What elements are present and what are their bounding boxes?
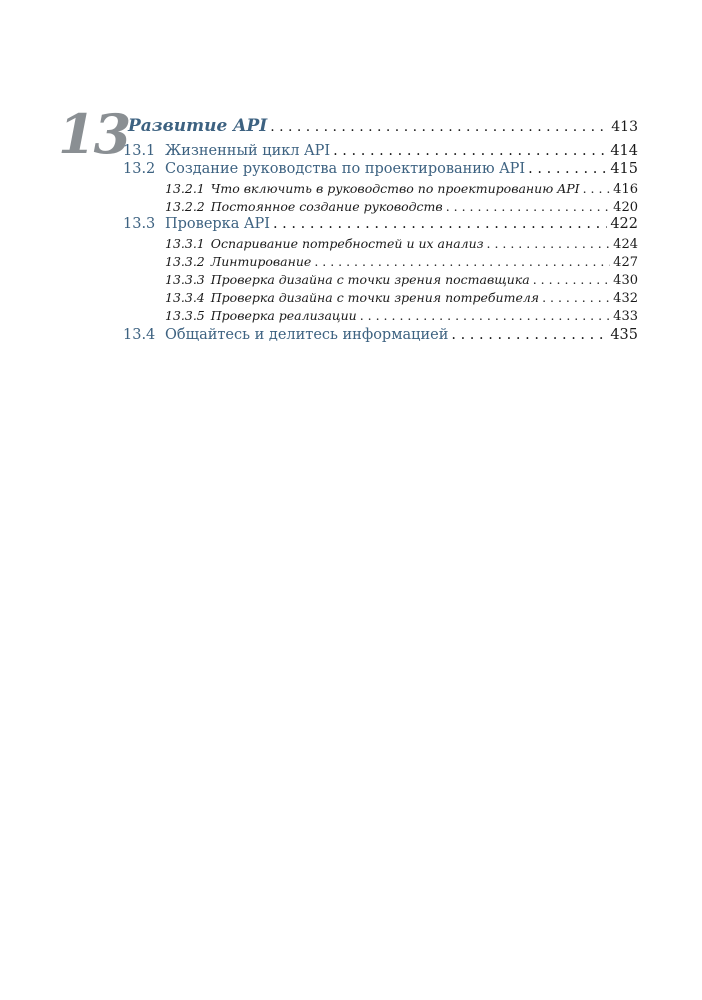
dot-leader — [333, 143, 607, 159]
page-number: 424 — [613, 237, 638, 252]
toc-entry-subsection[interactable] — [165, 199, 638, 215]
chapter-number: 13 — [58, 102, 130, 166]
page-number: 430 — [613, 273, 638, 288]
page-number: 422 — [610, 216, 638, 232]
subsection-title: Проверка реализации — [210, 308, 357, 323]
toc-entry-subsection[interactable] — [165, 236, 638, 252]
subsection-title: Что включить в руководство по проектированию API — [210, 181, 580, 196]
page-number: 432 — [613, 291, 638, 306]
section-number: 13.4 — [123, 327, 156, 343]
dot-leader — [314, 254, 610, 269]
subsection-title: Проверка дизайна с точки зрения потребителя — [210, 290, 540, 305]
toc-entry-subsection[interactable] — [165, 290, 638, 306]
toc-entry-section[interactable] — [123, 161, 638, 177]
page-number: 420 — [613, 200, 638, 215]
section-number: 13.3 — [123, 216, 156, 232]
dot-leader — [487, 236, 611, 251]
dot-leader — [273, 216, 607, 232]
toc-entry-section[interactable] — [123, 327, 638, 343]
section-number: 13.1 — [123, 143, 156, 159]
toc-entry-chapter[interactable] — [128, 116, 638, 136]
page-number: 413 — [611, 119, 638, 135]
subsection-title: Проверка дизайна с точки зрения поставщика — [210, 272, 530, 287]
dot-leader — [542, 290, 610, 305]
subsection-number: 13.3.2 — [165, 254, 205, 269]
section-title: Создание руководства по проектированию API — [165, 161, 526, 177]
page-number: 415 — [610, 161, 638, 177]
dot-leader — [583, 181, 611, 196]
page-number: 416 — [613, 182, 638, 197]
subsection-title: Постоянное создание руководств — [210, 199, 443, 214]
page-number: 433 — [613, 309, 638, 324]
subsection-title: Оспаривание потребностей и их анализ — [210, 236, 484, 251]
page-number: 435 — [610, 327, 638, 343]
dot-leader — [270, 119, 608, 135]
toc-entry-subsection[interactable] — [165, 272, 638, 288]
toc-entry-subsection[interactable] — [165, 181, 638, 197]
section-title: Проверка API — [165, 216, 270, 232]
toc-entry-subsection[interactable] — [165, 308, 638, 324]
section-title: Общайтесь и делитесь информацией — [165, 327, 449, 343]
subsection-title: Линтирование — [210, 254, 312, 269]
toc-entry-subsection[interactable] — [165, 254, 638, 270]
section-number: 13.2 — [123, 161, 156, 177]
subsection-number: 13.3.4 — [165, 290, 205, 305]
toc-entry-section[interactable] — [123, 143, 638, 159]
subsection-number: 13.3.3 — [165, 272, 205, 287]
subsection-number: 13.3.5 — [165, 308, 205, 323]
subsection-number: 13.2.2 — [165, 199, 205, 214]
dot-leader — [451, 327, 607, 343]
section-title: Жизненный цикл API — [165, 143, 331, 159]
page-number: 427 — [613, 255, 638, 270]
subsection-number: 13.3.1 — [165, 236, 205, 251]
chapter-title: Развитие API — [128, 116, 268, 136]
subsection-number: 13.2.1 — [165, 181, 205, 196]
dot-leader — [528, 161, 607, 177]
dot-leader — [360, 308, 610, 323]
dot-leader — [533, 272, 610, 287]
page-number: 414 — [610, 143, 638, 159]
toc-entry-section[interactable] — [123, 216, 638, 232]
table-of-contents — [0, 0, 702, 360]
dot-leader — [446, 199, 610, 214]
